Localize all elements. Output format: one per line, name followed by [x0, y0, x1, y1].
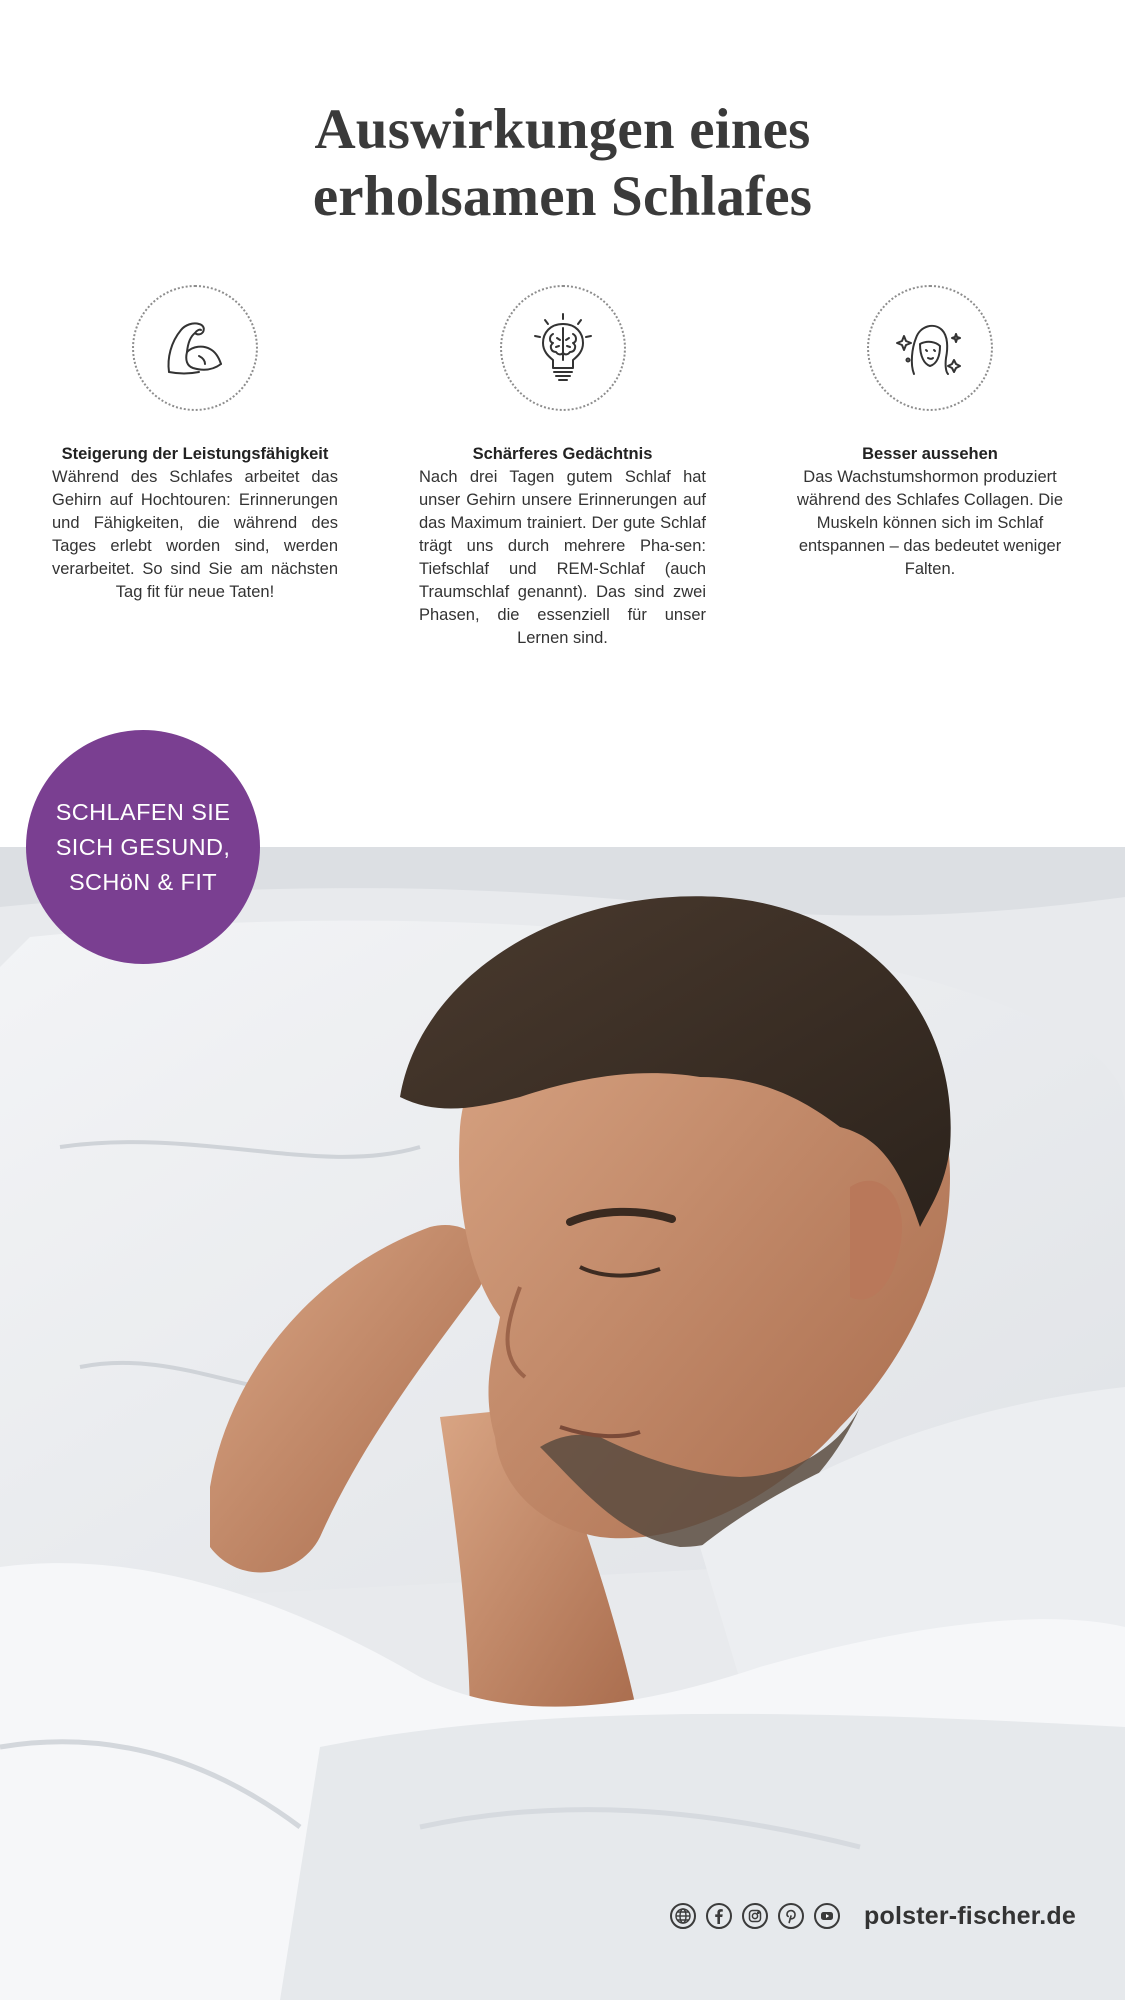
footer-bar: [670, 1899, 1076, 1933]
feature-memory: [419, 285, 706, 650]
feature-text: Während des Schlafes arbeitet das Gehirn auf Hochtouren: Erinnerungen und Fähigkeiten, die während des Tages erlebt worden sind, werden verarbeitet. So sind Sie am nächsten Tag fit für neue Taten!: [52, 468, 338, 601]
feature-performance: [52, 285, 338, 604]
flexed-arm-icon: [155, 308, 235, 388]
promo-badge-text: [56, 795, 231, 900]
page-title: [0, 96, 1125, 230]
sleeping-man-photo: [0, 847, 1125, 2000]
feature-title: Steigerung der Leistungsfähigkeit: [61, 445, 329, 463]
feature-icon-ring: [867, 285, 993, 411]
feature-icon-ring: [500, 285, 626, 411]
feature-title: Besser aussehen: [862, 445, 998, 463]
feature-icon-ring: [132, 285, 258, 411]
sparkling-face-icon: [890, 308, 970, 388]
title-line-1: Auswirkungen eines: [314, 98, 811, 161]
brain-bulb-icon: [523, 308, 603, 388]
globe-icon[interactable]: [670, 1903, 696, 1929]
feature-title: Schärferes Gedächtnis: [472, 445, 653, 463]
pinterest-icon[interactable]: [778, 1903, 804, 1929]
instagram-icon[interactable]: [742, 1903, 768, 1929]
feature-text: Das Wachstumshormon produziert während des Schlafes Collagen. Die Muskeln können sich im Schlaf entspannen – das bedeutet weniger Falten.: [797, 468, 1063, 578]
photo-illustration: [0, 847, 1125, 2000]
facebook-icon[interactable]: [706, 1903, 732, 1929]
badge-line-3: SCHöN & FIT: [68, 868, 217, 895]
feature-appearance: [784, 285, 1076, 581]
promo-badge: [26, 730, 260, 964]
badge-line-1: SCHLAFEN SIE: [55, 798, 231, 825]
badge-line-2: SICH GESUND,: [55, 833, 231, 860]
feature-text: Nach drei Tagen gutem Schlaf hat unser Gehirn unsere Erinnerungen auf das Maximum trainiert. Der gute Schlaf trägt uns durch mehrere Pha-sen: Tiefschlaf und REM-Schlaf (auch Traumschlaf genannt). Das sind zwei Phasen, die essenziell für unser Lernen sind.: [419, 468, 706, 647]
title-line-2: erholsamen Schlafes: [312, 165, 813, 228]
youtube-icon[interactable]: [814, 1903, 840, 1929]
website-link[interactable]: polster-fischer.de: [864, 1901, 1076, 1930]
